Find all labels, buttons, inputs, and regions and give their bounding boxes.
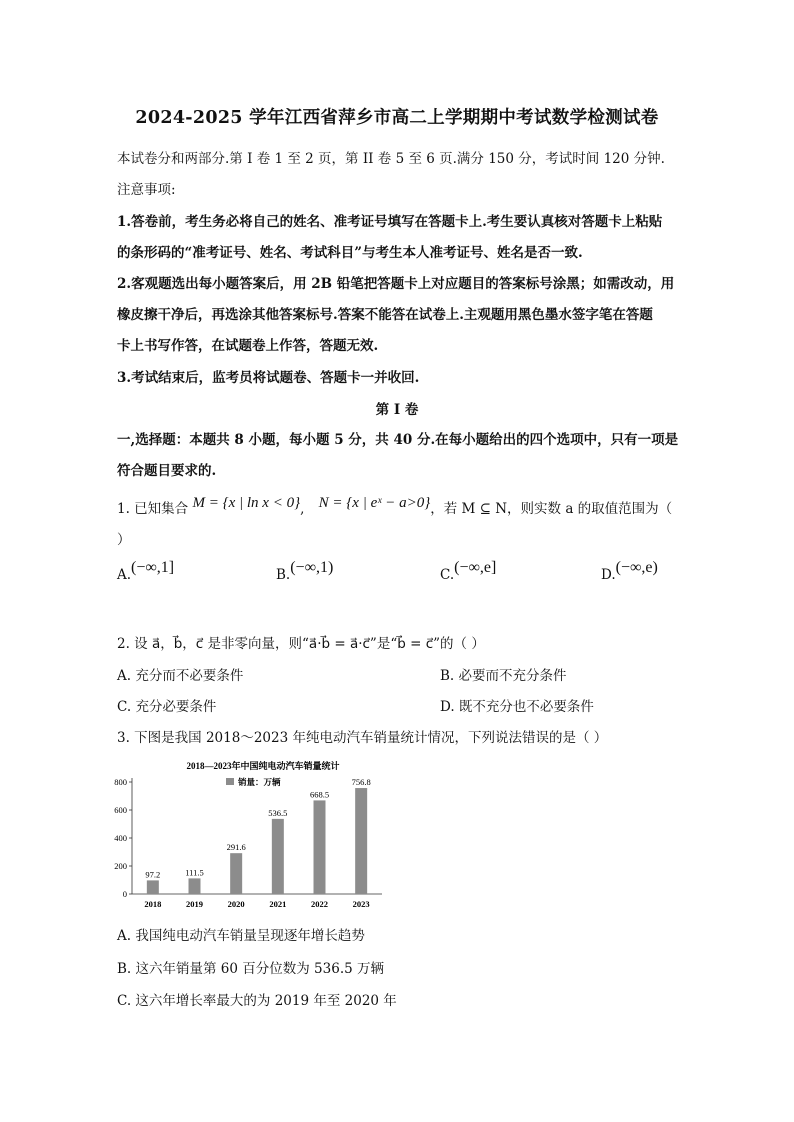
option-text: 充分必要条件 (135, 699, 217, 715)
part1-instruction: 一,选择题：本题共 8 小题，每小题 5 分，共 40 分.在每小题给出的四个选项中，只有一项是 (117, 432, 679, 448)
chart-title: 2018—2023年中国纯电动汽车销量统计 (186, 761, 340, 771)
data-label-2022: 668.5 (309, 789, 330, 800)
option-label: A. (117, 567, 132, 583)
option-text: 充分而不必要条件 (135, 668, 244, 684)
option-value: (−∞,e] (454, 559, 497, 576)
q3-option-b: B. 这六年销量第 60 百分位数为 536.5 万辆 (117, 961, 384, 977)
legend-label: 销量：万辆 (238, 777, 281, 787)
y-tick-label: 400 (114, 833, 127, 843)
option-label: B. (276, 567, 291, 583)
bar-2022 (314, 800, 326, 894)
option-label: C. (440, 567, 455, 583)
bar-2018 (147, 880, 159, 894)
data-label-2023: 756.8 (351, 777, 371, 788)
x-tick-label-2023: 2023 (352, 899, 370, 909)
notice-line: 橡皮擦干净后，再选涂其他答案标号.答案不能答在试卷上.主观题用黑色墨水签字笔在答题 (117, 307, 653, 323)
bar-2021 (272, 819, 284, 894)
data-label-2021: 536.5 (268, 807, 288, 818)
x-tick-label-2022: 2022 (311, 899, 328, 909)
question-2: 2. 设 a⃗，b⃗，c⃗ 是非零向量，则“a⃗·b⃗ = a⃗·c⃗”是“b⃗ = c⃗”的（ ） (117, 636, 485, 652)
x-tick-label-2020: 2020 (227, 899, 245, 909)
q1-option-a (117, 559, 175, 584)
notice-line: 2.客观题选出每小题答案后，用 2B 铅笔把答题卡上对应题目的答案标号涂黑；如需改动，用 (117, 276, 675, 292)
notice-line: 卡上书写作答，在试题卷上作答，答题无效. (117, 338, 379, 354)
question-3: 3. 下图是我国 2018～2023 年纯电动汽车销量统计情况，下列说法错误的是（ ） (117, 730, 608, 746)
section-title: 第 I 卷 (375, 402, 419, 418)
x-tick-label-2018: 2018 (144, 899, 162, 909)
option-value: (−∞,1] (131, 559, 175, 576)
set-n: N = {x | eˣ − a>0} (318, 495, 431, 511)
notice-heading: 注意事项: (117, 182, 176, 198)
option-value: (−∞,1) (290, 559, 334, 576)
q2-option-d (440, 695, 594, 715)
question-1-close: ） (117, 532, 131, 548)
q1-option-d (601, 559, 658, 584)
option-label: D. (601, 567, 616, 583)
question-1 (117, 497, 672, 518)
legend-swatch (226, 778, 234, 785)
option-label: C. (117, 699, 132, 715)
option-label: B. (440, 668, 455, 684)
exam-intro: 本试卷分和两部分.第 I 卷 1 至 2 页，第 II 卷 5 至 6 页.满分 150 分，考试时间 120 分钟. (117, 151, 665, 167)
data-label-2019: 111.5 (185, 867, 204, 878)
notice-line: 3.考试结束后，监考员将试题卷、答题卡一并收回. (117, 370, 420, 386)
page-title: 2024-2025 学年江西省萍乡市高二上学期期中考试数学检测试卷 (135, 108, 659, 128)
option-text: 必要而不充分条件 (458, 668, 567, 684)
notice-line: 的条形码的“准考证号、姓名、考试科目”与考生本人准考证号、姓名是否一致. (117, 245, 583, 261)
set-separator: , (300, 501, 305, 517)
bar-2023 (355, 788, 367, 894)
data-label-2020: 291.6 (226, 842, 246, 853)
y-tick-label: 200 (114, 861, 127, 871)
option-label: D. (440, 699, 455, 715)
q2-option-c (117, 695, 216, 715)
question-1-prefix: 1. 已知集合 (117, 501, 189, 517)
part1-instruction: 符合题目要求的. (117, 463, 217, 479)
y-tick-label: 0 (122, 889, 127, 899)
q2-option-a (117, 664, 243, 684)
q1-option-b (276, 559, 334, 584)
notice-line: 1.答卷前，考生务必将自己的姓名、准考证号填写在答题卡上.考生要认真核对答题卡上粘贴 (117, 214, 663, 230)
x-tick-label-2021: 2021 (269, 899, 287, 909)
q2-option-b (440, 664, 567, 684)
sales-bar-chart (110, 758, 390, 913)
option-text: 既不充分也不必要条件 (458, 699, 594, 715)
bar-2020 (230, 853, 242, 894)
option-value: (−∞,e) (615, 559, 658, 576)
y-tick-label: 800 (114, 777, 127, 787)
data-label-2018: 97.2 (145, 869, 161, 880)
q1-option-c (440, 559, 497, 584)
x-tick-label-2019: 2019 (186, 899, 203, 909)
q3-option-c: C. 这六年增长率最大的为 2019 年至 2020 年 (117, 993, 397, 1009)
q3-option-a: A. 我国纯电动汽车销量呈现逐年增长趋势 (117, 928, 365, 944)
bar-2019 (189, 878, 201, 894)
option-label: A. (117, 668, 132, 684)
y-tick-label: 600 (114, 805, 127, 815)
set-m: M = {x | ln x < 0} (192, 495, 301, 511)
question-1-condition: ，若 M ⊆ N，则实数 a 的取值范围为（ (430, 501, 673, 517)
